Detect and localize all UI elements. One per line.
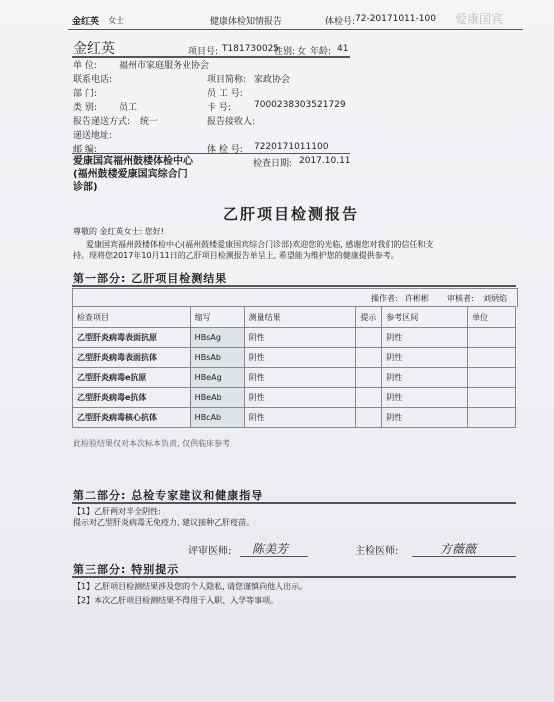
reviewer-doctor-label: 评审医师: xyxy=(188,546,232,557)
cell-hint xyxy=(356,348,382,368)
delivery: 统一 xyxy=(140,117,159,127)
receiver-label: 报告接收人: xyxy=(207,117,256,127)
col-header-result: 测量结果 xyxy=(244,307,356,328)
col-header-item: 检查项目 xyxy=(73,307,191,328)
cell-hint xyxy=(356,388,382,408)
gender: 女 xyxy=(297,47,307,57)
employee-no-label: 员 工 号: xyxy=(207,89,243,99)
cell-result: 阴性 xyxy=(244,368,356,388)
part2-underline xyxy=(72,502,516,504)
header-exam-number: 72-20171011-100 xyxy=(355,14,436,24)
cell-abbr: HBsAg xyxy=(190,328,244,348)
cell-item: 乙型肝炎病毒表面抗体 xyxy=(73,348,191,368)
reviewer: 刘炳焰 xyxy=(483,294,507,303)
cell-result: 阴性 xyxy=(244,388,356,408)
cell-result: 阴性 xyxy=(244,408,356,428)
reviewer-sign-line xyxy=(240,556,308,557)
cell-result: 阴性 xyxy=(244,328,356,348)
cell-unit xyxy=(468,328,516,348)
age: 41 xyxy=(337,44,349,54)
delivery-label: 报告递送方式: xyxy=(73,117,131,127)
header-divider xyxy=(68,29,523,30)
col-header-hint: 提示 xyxy=(356,307,382,328)
report-title: 乙肝项目检测报告 xyxy=(223,205,360,223)
intro-line-1: 爱康国宾福州鼓楼体检中心(福州鼓楼爱康国宾综合门诊部)欢迎您的光临, 感谢您对我们的信任和支 xyxy=(86,240,434,249)
address-label: 递送地址: xyxy=(73,131,113,141)
cell-abbr: HBcAb xyxy=(190,408,244,428)
cell-abbr: HBeAg xyxy=(190,368,244,388)
part2-title: 第二部分: 总检专家建议和健康指导 xyxy=(73,489,264,502)
cell-ref: 阴性 xyxy=(382,328,468,348)
cell-ref: 阴性 xyxy=(382,368,468,388)
category-label: 类 别: xyxy=(73,103,97,113)
name-underline xyxy=(72,56,350,58)
cell-ref: 阴性 xyxy=(382,348,468,368)
info-divider xyxy=(72,153,350,154)
chief-signature: 方薇薇 xyxy=(440,542,477,556)
operator: 许彬彬 xyxy=(405,294,429,303)
cell-hint xyxy=(356,368,382,388)
header-patient-title: 女士 xyxy=(108,16,124,25)
patient-name: 金红英 xyxy=(73,41,115,57)
col-header-unit: 单位 xyxy=(468,307,516,328)
cell-item: 乙型肝炎病毒核心抗体 xyxy=(73,408,191,428)
part3-underline xyxy=(72,576,516,578)
intro-line-2: 持。现将您2017年10月11日的乙肝项目检测报告单呈上, 希望能为维护您的健康提供参考。 xyxy=(73,251,399,260)
cell-hint xyxy=(356,408,382,428)
part3-tip1: 【1】乙肝项目检测结果涉及您的个人隐私, 请您谨慎向他人出示。 xyxy=(73,582,308,591)
exam-date-label: 检查日期: xyxy=(253,159,293,169)
results-table xyxy=(72,306,516,428)
operator-row xyxy=(72,288,518,307)
center-name: 爱康国宾福州鼓楼体检中心 (福州鼓楼爱康国宾综合门 诊部) xyxy=(73,156,193,193)
cell-item: 乙型肝炎病毒e抗体 xyxy=(73,388,191,408)
card-label: 卡 号: xyxy=(207,103,231,113)
cell-ref: 阴性 xyxy=(382,388,468,408)
postcode-label: 邮 编: xyxy=(73,145,97,155)
part2-item1: 【1】乙肝两对半全阴性: xyxy=(73,507,161,516)
cell-item: 乙型肝炎病毒e抗原 xyxy=(73,368,191,388)
exam-no-label: 体 检 号: xyxy=(207,145,243,155)
cell-unit xyxy=(468,348,516,368)
unit: 福州市家庭服务业协会 xyxy=(119,61,210,71)
reviewer-signature: 陈美芳 xyxy=(252,542,289,556)
table-row xyxy=(73,408,516,428)
cell-unit xyxy=(468,368,516,388)
part1-underline xyxy=(72,285,516,287)
cell-abbr: HBeAb xyxy=(190,388,244,408)
card-number: 7000238303521729 xyxy=(254,100,346,110)
exam-no: 7220171011100 xyxy=(254,142,329,152)
category: 员工 xyxy=(119,103,138,113)
cell-result: 阴性 xyxy=(244,348,356,368)
header-patient-name: 金红英 xyxy=(72,17,100,27)
part3-title: 第三部分: 特别提示 xyxy=(73,563,180,576)
table-row xyxy=(73,368,516,388)
cell-abbr: HBsAb xyxy=(190,348,244,368)
brand-logo-text: 爱康国宾 xyxy=(455,12,504,26)
chief-sign-line xyxy=(412,556,516,557)
part2-item1-detail: 提示对乙型肝炎病毒无免疫力, 建议接种乙肝疫苗。 xyxy=(73,518,255,527)
gender-label: 性别: xyxy=(274,47,296,57)
item-no: T181730025 xyxy=(222,44,280,54)
chief-doctor-label: 主检医师: xyxy=(355,546,399,557)
table-row xyxy=(73,388,516,408)
contact-label: 联系电话: xyxy=(73,75,113,85)
table-row xyxy=(73,328,516,348)
greeting: 尊敬的 金红英女士: 您好! xyxy=(73,227,164,236)
age-label: 年龄: xyxy=(310,47,332,57)
exam-date: 2017.10.11 xyxy=(299,156,351,166)
dept-label: 部 门: xyxy=(73,89,97,99)
unit-label: 单 位: xyxy=(73,61,97,71)
col-header-abbr: 缩写 xyxy=(190,307,244,328)
project-short-label: 项目简称: xyxy=(207,75,247,85)
cell-unit xyxy=(468,408,516,428)
cell-hint xyxy=(356,328,382,348)
item-no-label: 项目号: xyxy=(188,47,219,57)
operator-label: 操作者: xyxy=(371,294,398,303)
part3-tip2: 【2】本次乙肝项目检测结果不得用于入职、入学等事项。 xyxy=(73,596,279,605)
cell-ref: 阴性 xyxy=(382,408,468,428)
reviewer-label: 审核者: xyxy=(447,294,474,303)
cell-unit xyxy=(468,388,516,408)
header-doc-type: 健康体检知情报告 xyxy=(210,17,283,27)
part1-title: 第一部分: 乙肝项目检测结果 xyxy=(73,272,228,285)
part1-footnote: 此检验结果仅对本次标本负责, 仅供临床参考 xyxy=(73,439,231,448)
table-header-row xyxy=(73,307,516,328)
cell-item: 乙型肝炎病毒表面抗原 xyxy=(73,328,191,348)
table-row xyxy=(73,348,516,368)
col-header-ref: 参考区间 xyxy=(382,307,468,328)
header-exam-number-label: 体检号: xyxy=(325,17,356,27)
project-short: 家政协会 xyxy=(254,75,291,85)
